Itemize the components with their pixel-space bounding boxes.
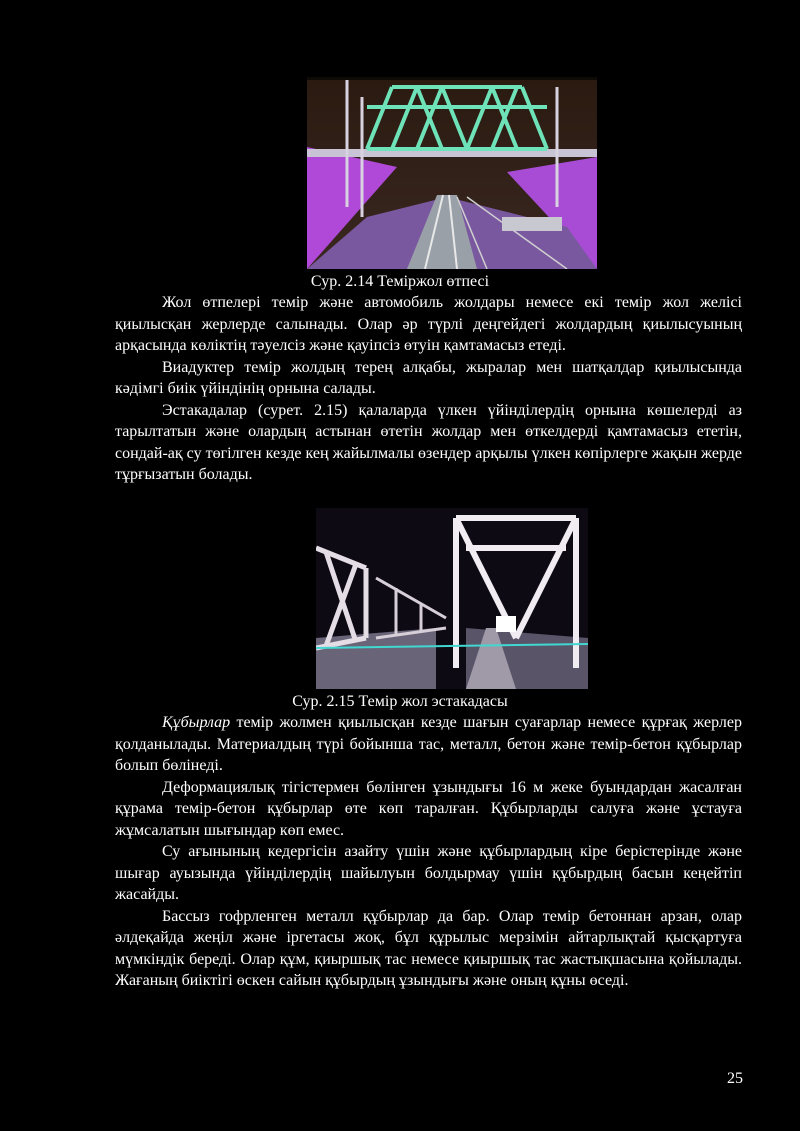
text-block-2: [115, 712, 742, 992]
paragraph-reinforced-culverts: Деформациялық тігістермен бөлінген ұзындығы 16 м жеке буындардан жасалған құрама темір-бетон құбырлар өте көп таралған. Құбырларды салуға және ұстауға жұмсалатын шығындар көп емес.: [115, 778, 742, 839]
railway-overpass-photo-icon: [307, 77, 597, 269]
figure-caption-2: Сур. 2.15 Темір жол эстакадасы: [292, 693, 508, 710]
paragraph-viaducts: Виадуктер темір жолдың терең алқабы, жыралар мен шатқалдар қиылысында кәдімгі биік үйіндінің орнына салады.: [115, 358, 742, 397]
page-number: 25: [727, 1070, 743, 1087]
paragraph-corrugated-pipes: Бассыз гофрленген металл құбырлар да бар. Олар темір бетоннан арзан, олар әлдеқайда жеңіл және іргетасы жоқ, бұл құрылыс мерзімін айтарлықтай қысқартуға мүмкіндік береді. Олар құм, қиыршық тас немесе қиыршық тас жастықшасына қойылады. Жағаның биіктігі өскен сайын құбырдың ұзындығы және оның құны өседі.: [115, 907, 742, 989]
paragraph-overpasses: Жол өтпелері темір және автомобиль жолдары немесе екі темір жол желісі қиылысқан жерлерде салынады. Олар әр түрлі деңгейдегі жолдардың қиылысуының арқасында көліктің тәуелсіз және қауіпсіз өтуін қамтамасыз етеді.: [115, 294, 742, 354]
term-culverts: Құбырлар: [162, 714, 231, 731]
railway-overpass-illustration: [307, 77, 597, 269]
text-block-1: [115, 292, 742, 486]
railway-trestle-illustration: [316, 508, 588, 689]
railway-trestle-bridge-photo-icon: [316, 508, 588, 689]
paragraph-culverts-body: темір жолмен қиылысқан кезде шағын суағарлар немесе құрғақ жерлер қолданылады. Материалдың түрі бойынша тас, металл, бетон және темір-бетон құбырлар болып бөлінеді.: [115, 714, 742, 774]
paragraph-flow-resistance: Су ағынының кедергісін азайту үшін және құбырлардың кіре берістерінде және шығар ауызында үйінділердің шайылуын болдырмау үшін құбырдың басын кеңейтіп жасайды.: [115, 843, 742, 903]
paragraph-trestles: Эстакадалар (сурет. 2.15) қалаларда үлкен үйінділердің орнына көшелерді аз тарылтатын және олардың астынан өтетін жолдар мен өткелдерді қамтамасыз ететін, сондай-ақ су төгілген кезде кең жайылмалы өзендер арқылы үлкен көпірлерге жақын жерде тұрғызатын болады.: [115, 401, 742, 483]
paragraph-culverts: [115, 712, 742, 777]
figure-caption-1: Сур. 2.14 Теміржол өтпесі: [310, 273, 490, 290]
